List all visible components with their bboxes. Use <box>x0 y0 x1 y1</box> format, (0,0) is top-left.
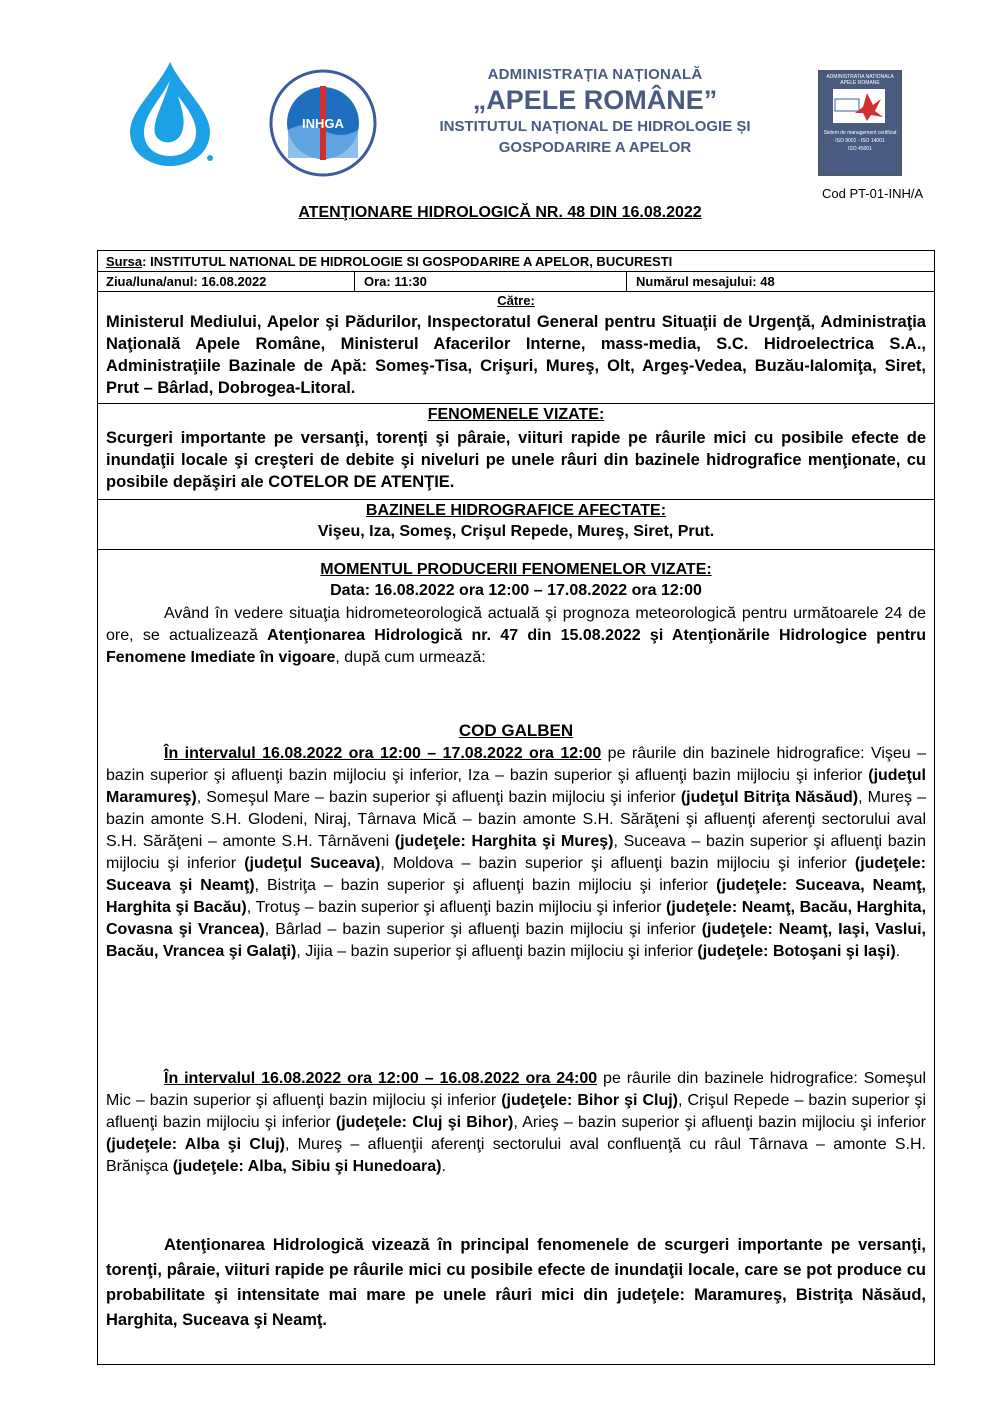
divider <box>98 403 934 404</box>
apele-romane-drop-logo <box>120 58 220 168</box>
county: (judeţul Suceava) <box>244 855 381 872</box>
intro-text: , după cum urmează: <box>335 649 486 666</box>
text: , Trotuş – bazin superior şi afluenţi bazin mijlociu şi inferior <box>246 899 667 916</box>
header-admin-line: ADMINISTRAȚIA NAȚIONALĂ <box>487 66 703 83</box>
county: (judeţele: Botoşani şi Iaşi) <box>697 943 896 960</box>
cert-line: Sistem de management certificat <box>823 130 897 136</box>
county: (judeţele: Harghita şi Mureş) <box>394 833 614 850</box>
document-code: Cod PT-01-INH/A <box>822 186 924 201</box>
inhga-logo-text: INHGA <box>302 116 344 131</box>
text: , Jijia – bazin superior şi afluenţi bazin mijlociu şi inferior <box>296 943 698 960</box>
text: , Someşul Mare – bazin superior şi afluenţi bazin mijlociu şi inferior <box>196 789 681 806</box>
cert-line: ISO 9001 - ISO 14001 <box>835 138 885 144</box>
moment-date-line: Data: 16.08.2022 ora 12:00 – 17.08.2022 ora 12:00 <box>330 582 702 599</box>
sursa-row <box>106 254 672 269</box>
header-text <box>390 66 800 157</box>
cod-paragraph-1 <box>106 743 926 963</box>
bazine-text: Vişeu, Iza, Someş, Crişul Repede, Mureş, Siret, Prut. <box>317 523 715 540</box>
moment-label: MOMENTUL PRODUCERII FENOMENELOR VIZATE: <box>320 561 712 578</box>
county: (judeţele: Neamţ, Bacău, Harghita, Covasna şi Vrancea) <box>106 899 927 938</box>
warning-table <box>97 250 935 1365</box>
fenomene-text: Scurgeri importante pe versanţi, torenţi şi pâraie, viituri rapide pe râurile mici cu posibile efecte de inundaţii locale şi creşteri de debite şi niveluri pe unele râuri din bazinele hidrografice menţionate, cu posibile depăşiri ale COTELOR DE ATENŢIE. <box>106 429 926 491</box>
intro-text: Având în vedere situaţia hidrometeorologică actuală şi prognoza meteorologică pentru următoarele 24 de ore, se actualizează <box>106 605 926 644</box>
header-institute-line1: INSTITUTUL NAȚIONAL DE HIDROLOGIE ȘI <box>439 118 751 135</box>
divider <box>98 271 934 272</box>
catre-label: Către: <box>497 293 535 308</box>
bazine-label: BAZINELE HIDROGRAFICE AFECTATE: <box>365 502 667 519</box>
intro-bold: Atenţionarea Hidrologică nr. 47 din 15.08.2022 şi Atenţionările Hidrologice pentru Fenomene Imediate în vigoare <box>106 627 926 666</box>
cert-lines <box>823 129 897 153</box>
county: (judeţele: Cluj şi Bihor) <box>335 1114 514 1131</box>
certind-icon <box>833 89 885 123</box>
text: . <box>441 1158 446 1175</box>
text: . <box>895 943 901 960</box>
county: (judeţul Maramureş) <box>106 767 926 806</box>
sursa-label: Sursa <box>106 254 143 269</box>
cod-paragraph-2 <box>106 1068 926 1178</box>
document-title: ATENŢIONARE HIDROLOGICĂ NR. 48 DIN 16.08.2022 <box>298 204 702 221</box>
moment-intro <box>106 603 926 669</box>
text: , Mureş – bazin amonte S.H. Glodeni, Niraj, Târnava Mică – bazin amonte S.H. Sărăţeni şi afluenţi aferenţi sectorului aval S.H. Sărăţeni – amonte S.H. Târnăveni <box>106 789 926 850</box>
text: , Mureş – afluenţii aferenţi sectorului aval confluenţă cu râul Târnava – amonte S.H. Brănişca <box>106 1136 927 1175</box>
county: (judeţul Bitriţa Năsăud) <box>680 789 859 806</box>
divider <box>98 499 934 500</box>
county: (judeţele: Suceava şi Neamţ) <box>106 855 927 894</box>
county: (judeţele: Neamţ, Iaşi, Vaslui, Bacău, Vrancea şi Galaţi) <box>106 921 927 960</box>
header-apele-line: „APELE ROMÂNE” <box>472 85 718 115</box>
sursa-value: : INSTITUTUL NATIONAL DE HIDROLOGIE SI GOSPODARIRE A APELOR, BUCURESTI <box>142 254 673 269</box>
text: , Arieş – bazin superior şi afluenţi bazin mijlociu şi inferior <box>513 1114 927 1131</box>
divider <box>354 271 355 291</box>
divider <box>98 291 934 292</box>
text: , Bistriţa – bazin superior şi afluenţi bazin mijlociu şi inferior <box>254 877 717 894</box>
text: , Bârlad – bazin superior şi afluenţi bazin mijlociu şi inferior <box>264 921 702 938</box>
cert-logo <box>833 89 885 123</box>
divider <box>98 549 934 550</box>
interval-1: În intervalul 16.08.2022 ora 12:00 – 17.08.2022 ora 12:00 <box>164 745 602 762</box>
text: , Suceava – bazin superior şi afluenţi bazin mijlociu şi inferior <box>106 833 926 872</box>
catre-label-wrap <box>98 293 934 308</box>
certification-badge <box>818 70 902 176</box>
interval-2: În intervalul 16.08.2022 ora 12:00 – 16.08.2022 ora 24:00 <box>164 1070 598 1087</box>
catre-text: Ministerul Mediului, Apelor şi Pădurilor, Inspectoratul General pentru Situaţii de Urgenţă, Administraţia Naţională Apele Române, Ministerul Afacerilor Interne, mass-media, S.C. Hidroelectrica S.A., Administraţiile Bazinale de Apă: Someş-Tisa, Crişuri, Mureş, Olt, Argeş-Vedea, Buzău-Ialomiţa, Siret, Prut – Bârlad, Dobrogea-Litoral. <box>106 313 926 397</box>
cert-top-text: ADMINISTRATIA NATIONALA APELE ROMANE <box>826 74 894 86</box>
cod-paragraph-3: Atenţionarea Hidrologică vizează în principal fenomenele de scurgeri importante pe versanţi, torenţi, pâraie, viituri rapide pe râurile mici cu posibile efecte de inundaţii locale, care se pot produce cu probabilitate şi intensitate mai mare pe unele râuri mici din judeţele: Maramureş, Bistriţa Năsăud, Harghita, Suceava şi Neamţ. <box>106 1236 926 1329</box>
county: (judeţele: Alba şi Cluj) <box>106 1136 285 1153</box>
cert-line: ISO 45001 <box>848 146 872 152</box>
cod-galben-label: COD GALBEN <box>458 721 574 740</box>
inhga-logo <box>268 68 378 178</box>
time-cell: Ora: 11:30 <box>364 274 427 289</box>
date-cell: Ziua/luna/anul: 16.08.2022 <box>106 274 267 289</box>
message-number-cell: Numărul mesajului: 48 <box>636 274 775 289</box>
text: , Moldova – bazin superior şi afluenţi bazin mijlociu şi inferior <box>380 855 855 872</box>
divider <box>626 271 627 291</box>
county: (judeţele: Suceava, Neamţ, Harghita şi Bacău) <box>106 877 926 916</box>
text: pe râurile din bazinele hidrografice: Someşul Mic – bazin superior şi afluenţi bazin mijlociu şi inferior <box>106 1070 926 1109</box>
county: (judeţele: Alba, Sibiu şi Hunedoara) <box>172 1158 442 1175</box>
header-institute-line2: GOSPODARIRE A APELOR <box>498 139 692 156</box>
county: (judeţele: Bihor şi Cluj) <box>501 1092 679 1109</box>
text: pe râurile din bazinele hidrografice: Vişeu – bazin superior şi afluenţi bazin mijlociu şi inferior, Iza – bazin superior şi afluenţi bazin mijlociu şi inferior <box>106 745 926 784</box>
text: , Crişul Repede – bazin superior şi afluenţi bazin mijlociu şi inferior <box>106 1092 926 1131</box>
fenomene-label: FENOMENELE VIZATE: <box>427 406 605 423</box>
